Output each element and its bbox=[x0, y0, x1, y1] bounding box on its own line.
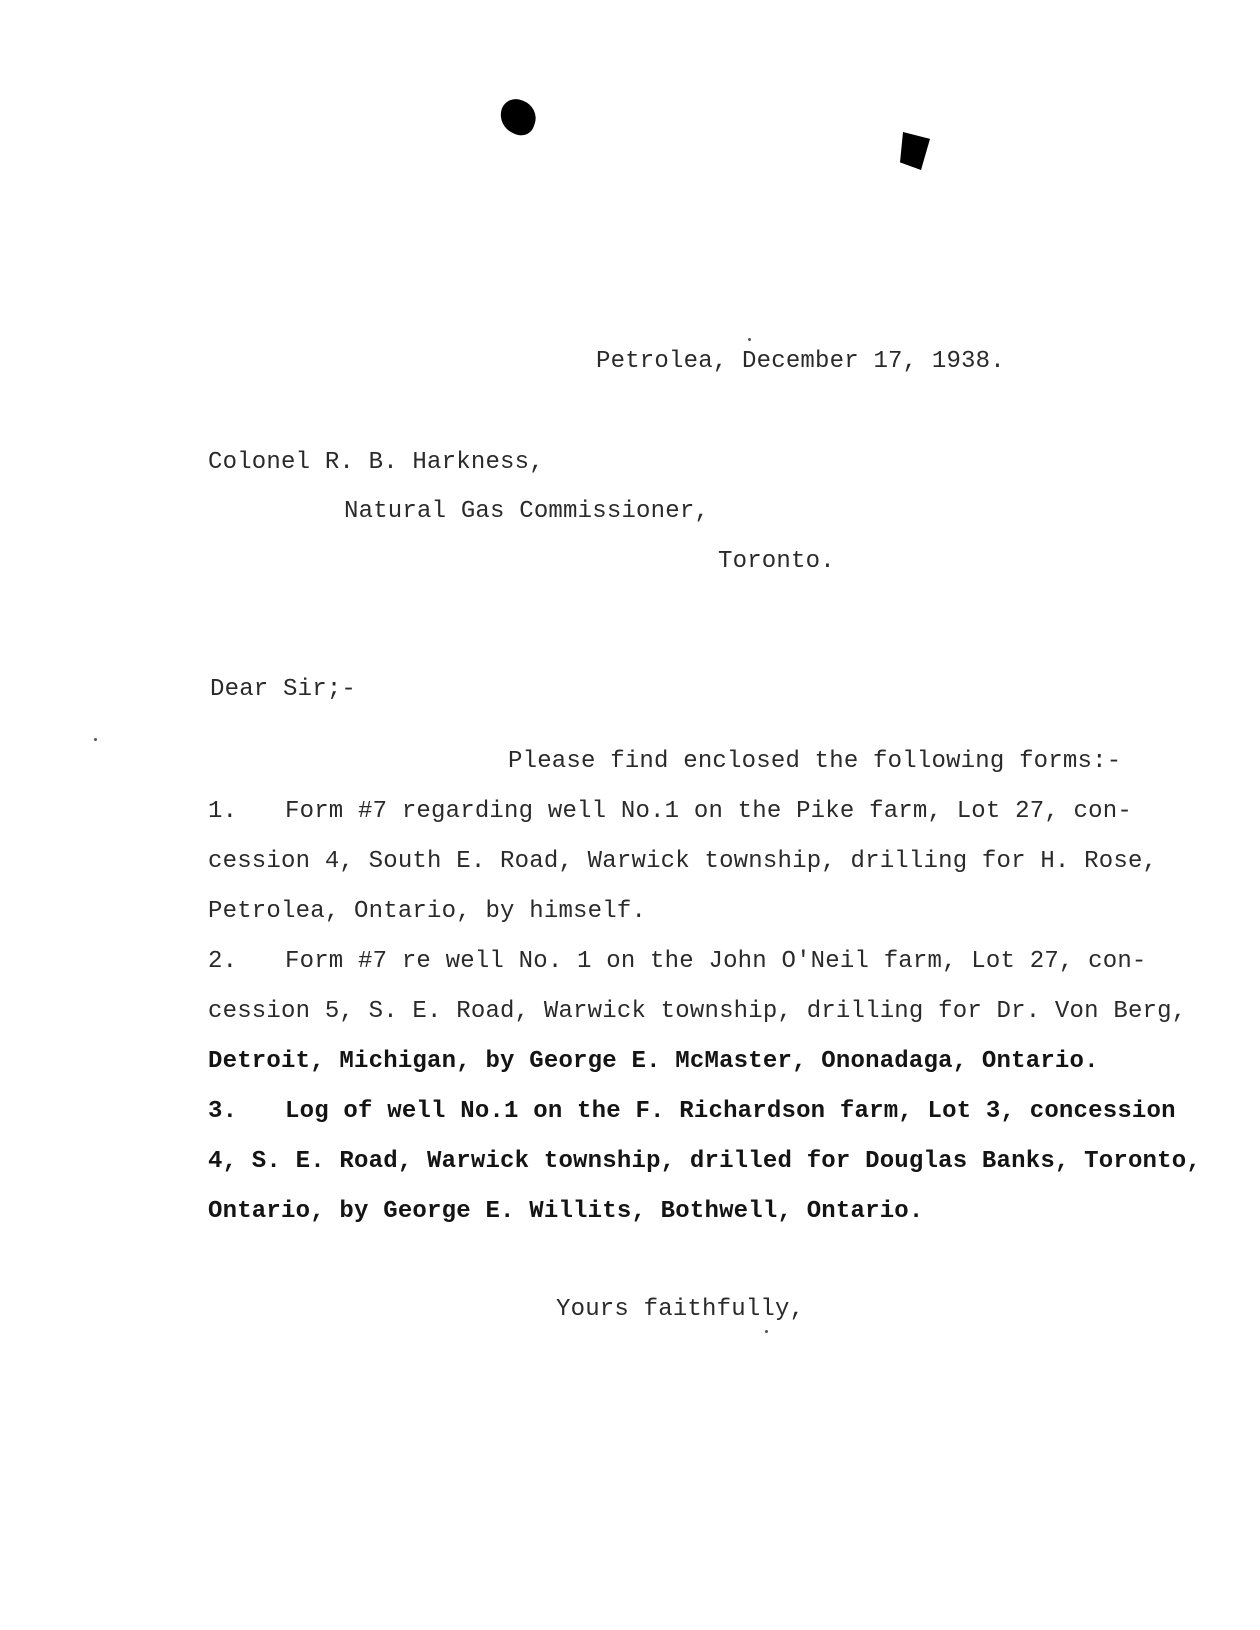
item-2-number: 2. bbox=[208, 948, 238, 975]
salutation: Dear Sir;- bbox=[210, 676, 357, 703]
item-1-line-1: Form #7 regarding well No.1 on the Pike farm, Lot 27, con- bbox=[285, 798, 1132, 825]
intro-line: Please find enclosed the following forms:- bbox=[508, 748, 1122, 775]
punch-hole-mark-right bbox=[900, 132, 930, 170]
item-3-line-1: Log of well No.1 on the F. Richardson farm, Lot 3, concession bbox=[285, 1098, 1176, 1125]
item-3-number: 3. bbox=[208, 1098, 238, 1125]
paper-speck bbox=[765, 1330, 768, 1333]
punch-hole-mark-left bbox=[495, 95, 540, 139]
item-2-line-1: Form #7 re well No. 1 on the John O'Neil farm, Lot 27, con- bbox=[285, 948, 1147, 975]
item-1-number: 1. bbox=[208, 798, 238, 825]
item-3-line-3: Ontario, by George E. Willits, Bothwell, Ontario. bbox=[208, 1198, 924, 1225]
dateline: Petrolea, December 17, 1938. bbox=[596, 348, 1005, 375]
item-2-line-3: Detroit, Michigan, by George E. McMaster, Ononadaga, Ontario. bbox=[208, 1048, 1099, 1075]
item-1-line-3: Petrolea, Ontario, by himself. bbox=[208, 898, 647, 925]
recipient-name: Colonel R. B. Harkness, bbox=[208, 449, 544, 476]
item-3-line-2: 4, S. E. Road, Warwick township, drilled for Douglas Banks, Toronto, bbox=[208, 1148, 1201, 1175]
recipient-title: Natural Gas Commissioner, bbox=[344, 498, 710, 525]
item-1-line-2: cession 4, South E. Road, Warwick township, drilling for H. Rose, bbox=[208, 848, 1158, 875]
item-2-line-2: cession 5, S. E. Road, Warwick township, drilling for Dr. Von Berg, bbox=[208, 998, 1187, 1025]
closing: Yours faithfully, bbox=[556, 1296, 805, 1323]
paper-speck bbox=[94, 738, 97, 741]
paper-speck bbox=[748, 338, 751, 341]
recipient-city: Toronto. bbox=[718, 548, 835, 575]
